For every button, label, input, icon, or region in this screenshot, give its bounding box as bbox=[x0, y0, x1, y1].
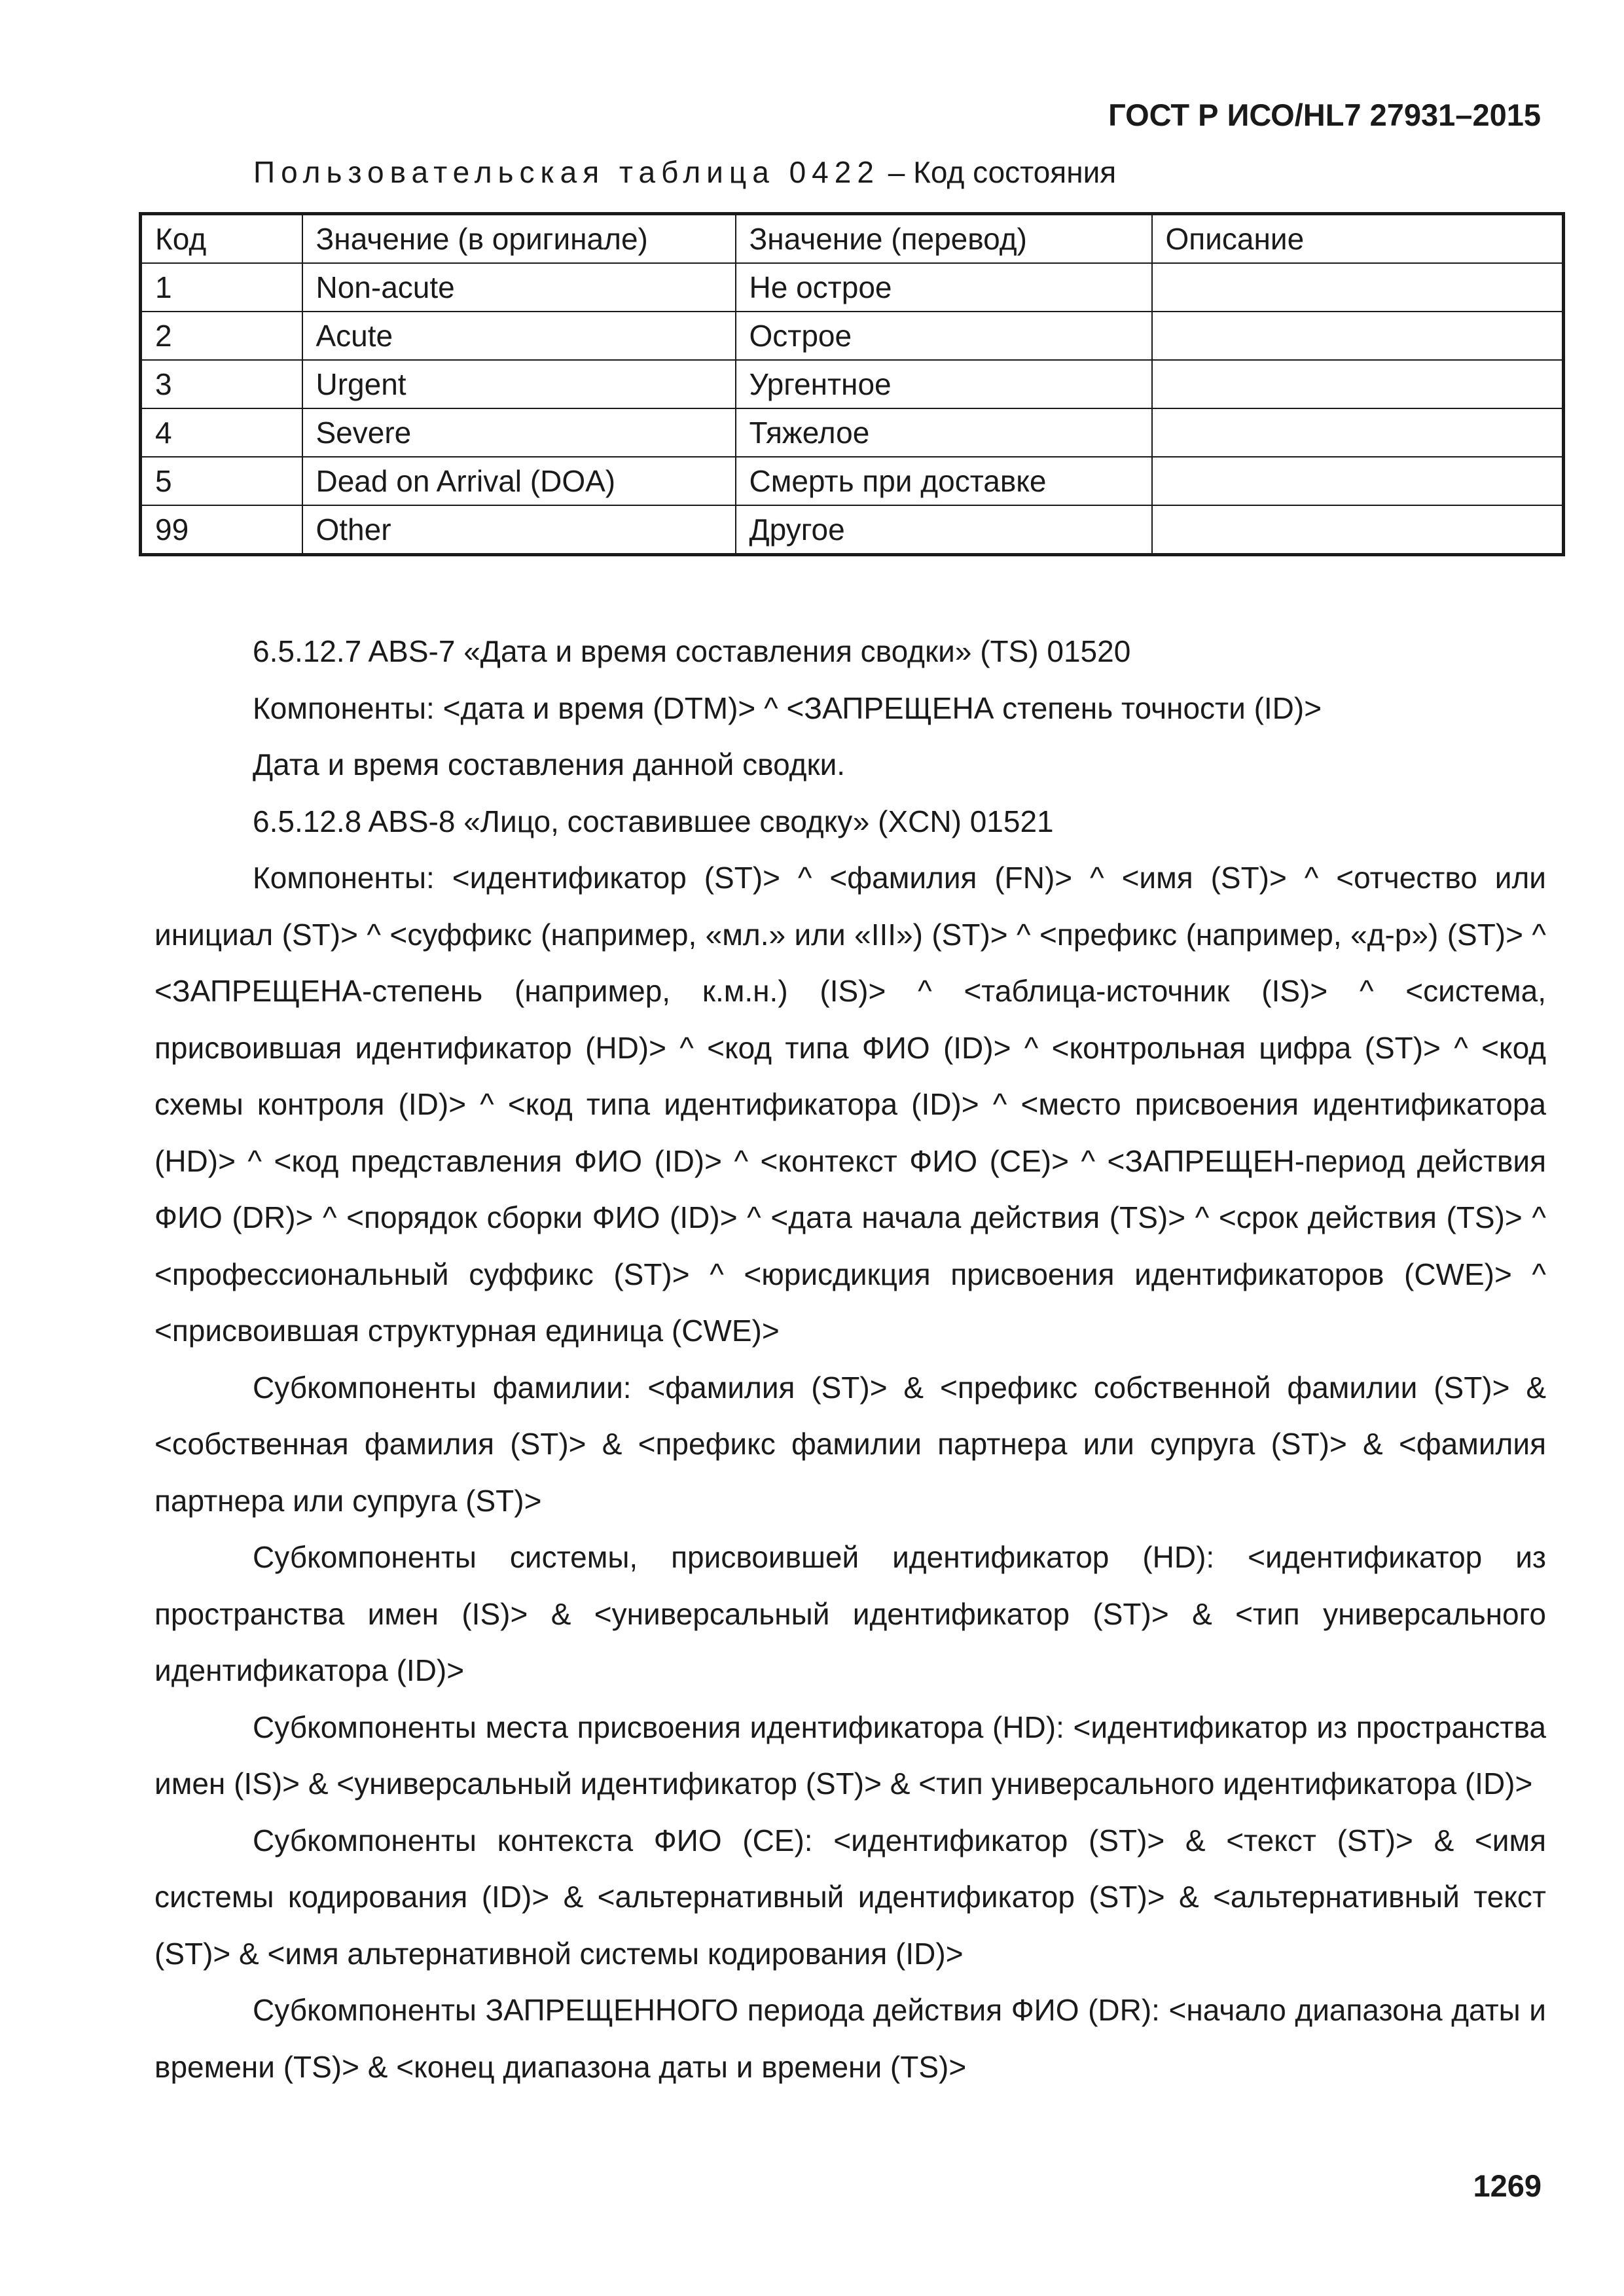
document-header: ГОСТ Р ИСО/HL7 27931–2015 bbox=[1108, 98, 1541, 132]
status-code-table bbox=[139, 212, 1565, 556]
cell-code: 2 bbox=[141, 312, 302, 360]
cell-translation: Тяжелое bbox=[736, 408, 1152, 457]
table-caption-label: Пользовательская таблица 0422 bbox=[253, 155, 880, 189]
table-caption-title: Код состояния bbox=[913, 155, 1117, 189]
cell-code: 1 bbox=[141, 263, 302, 312]
cell-translation: Другое bbox=[736, 505, 1152, 555]
column-header-code: Код bbox=[141, 214, 302, 264]
table-row bbox=[141, 312, 1564, 360]
cell-original: Dead on Arrival (DOA) bbox=[302, 457, 736, 505]
cell-original: Other bbox=[302, 505, 736, 555]
table-header-row bbox=[141, 214, 1564, 264]
paragraph-assigning-place-subcomponents: Субкомпоненты места присвоения идентификатора (HD): <идентификатор из пространства имен (IS)> & <универсальный идентификатор (ST)> & <тип универсального идентификатора (ID)> bbox=[154, 1710, 1546, 1801]
cell-translation: Смерть при доставке bbox=[736, 457, 1152, 505]
paragraph-name-context-subcomponents: Субкомпоненты контекста ФИО (CE): <идентификатор (ST)> & <текст (ST)> & <имя системы кодирования (ID)> & <альтернативный идентификатор (ST)> & <альтернативный текст (ST)> & <имя альтернативной системы кодирования (ID)> bbox=[154, 1823, 1546, 1971]
paragraph-assigning-system-subcomponents: Субкомпоненты системы, присвоившей идентификатор (HD): <идентификатор из пространства имен (IS)> & <универсальный идентификатор (ST)> & <тип универсального идентификатора (ID)> bbox=[154, 1540, 1546, 1687]
cell-translation: Ургентное bbox=[736, 360, 1152, 408]
paragraph-description-abs7: Дата и время составления данной сводки. bbox=[253, 747, 846, 781]
table-row bbox=[141, 263, 1564, 312]
cell-description bbox=[1152, 408, 1564, 457]
column-header-description: Описание bbox=[1152, 214, 1564, 264]
cell-description bbox=[1152, 505, 1564, 555]
table-row bbox=[141, 505, 1564, 555]
cell-original: Acute bbox=[302, 312, 736, 360]
table-row bbox=[141, 360, 1564, 408]
cell-translation: Острое bbox=[736, 312, 1152, 360]
paragraph-components-abs8: Компоненты: <идентификатор (ST)> ^ <фамилия (FN)> ^ <имя (ST)> ^ <отчество или инициал (ST)> ^ <суффикс (например, «мл.» или «III») (ST)> ^ <префикс (например, «д-р») (ST)> ^ <ЗАПРЕЩЕНА-степень (например, к.м.н.) (IS)> ^ <таблица-источник (IS)> ^ <система, присвоившая идентификатор (HD)> ^ <код типа ФИО (ID)> ^ <контрольная цифра (ST)> ^ <код схемы контроля (ID)> ^ <код типа идентификатора (ID)> ^ <место присвоения идентификатора (HD)> ^ <код представления ФИО (ID)> ^ <контекст ФИО (CE)> ^ <ЗАПРЕЩЕН-период действия ФИО (DR)> ^ <порядок сборки ФИО (ID)> ^ <дата начала действия (TS)> ^ <срок действия (TS)> ^ <профессиональный суффикс (ST)> ^ <юрисдикция присвоения идентификаторов (CWE)> ^ <присвоившая структурная единица (CWE)> bbox=[154, 861, 1546, 1348]
paragraph-surname-subcomponents: Субкомпоненты фамилии: <фамилия (ST)> & <префикс собственной фамилии (ST)> & <собственная фамилия (ST)> & <префикс фамилии партнера или супруга (ST)> & <фамилия партнера или супруга (ST)> bbox=[154, 1370, 1546, 1518]
table-caption-dash: – bbox=[888, 155, 905, 189]
table-row bbox=[141, 408, 1564, 457]
cell-code: 5 bbox=[141, 457, 302, 505]
cell-original: Non-acute bbox=[302, 263, 736, 312]
cell-code: 99 bbox=[141, 505, 302, 555]
section-heading-abs7: 6.5.12.7 ABS-7 «Дата и время составления сводки» (TS) 01520 bbox=[253, 634, 1131, 668]
paragraph-validity-period-subcomponents: Субкомпоненты ЗАПРЕЩЕННОГО периода действия ФИО (DR): <начало диапазона даты и времени (TS)> & <конец диапазона даты и времени (TS)> bbox=[154, 1993, 1546, 2084]
cell-description bbox=[1152, 312, 1564, 360]
cell-original: Urgent bbox=[302, 360, 736, 408]
column-header-translation: Значение (перевод) bbox=[736, 214, 1152, 264]
cell-translation: Не острое bbox=[736, 263, 1152, 312]
body-text bbox=[154, 623, 1546, 2095]
column-header-original: Значение (в оригинале) bbox=[302, 214, 736, 264]
table-caption bbox=[253, 154, 1116, 190]
cell-description bbox=[1152, 457, 1564, 505]
cell-code: 4 bbox=[141, 408, 302, 457]
table-row bbox=[141, 457, 1564, 505]
cell-description bbox=[1152, 263, 1564, 312]
cell-description bbox=[1152, 360, 1564, 408]
page-number: 1269 bbox=[1473, 2168, 1542, 2203]
paragraph-components-abs7: Компоненты: <дата и время (DTM)> ^ <ЗАПРЕЩЕНА степень точности (ID)> bbox=[253, 691, 1322, 725]
cell-code: 3 bbox=[141, 360, 302, 408]
cell-original: Severe bbox=[302, 408, 736, 457]
section-heading-abs8: 6.5.12.8 ABS-8 «Лицо, составившее сводку» (XCN) 01521 bbox=[253, 804, 1054, 838]
